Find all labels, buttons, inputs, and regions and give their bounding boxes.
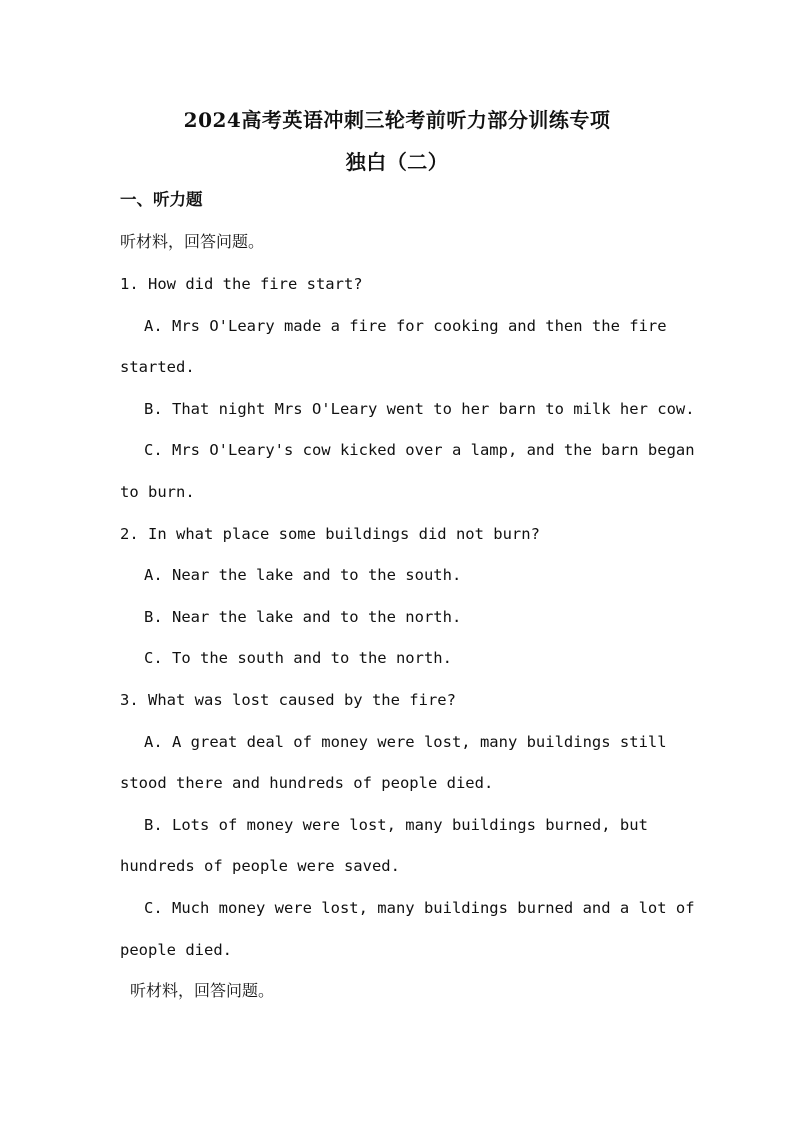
- question-2-option-c: C. To the south and to the north.: [144, 649, 452, 667]
- question-1-option-a: A. Mrs O'Leary made a fire for cooking and then the fire: [144, 317, 667, 335]
- question-3-option-c: C. Much money were lost, many buildings burned and a lot of: [144, 899, 695, 917]
- question-2: 2. In what place some buildings did not burn?: [120, 525, 540, 543]
- question-1-option-c-cont: to burn.: [120, 483, 195, 501]
- question-1: 1. How did the fire start?: [120, 275, 363, 293]
- question-3-option-a-cont: stood there and hundreds of people died.: [120, 774, 494, 792]
- question-1-option-b: B. That night Mrs O'Leary went to her barn to milk her cow.: [144, 400, 695, 418]
- question-3: 3. What was lost caused by the fire?: [120, 691, 456, 709]
- document-subtitle: 独白（二）: [345, 150, 449, 174]
- question-3-option-c-cont: people died.: [120, 941, 232, 959]
- question-3-option-b: B. Lots of money were lost, many buildings burned, but: [144, 816, 648, 834]
- instruction-text-2: 听材料，回答问题。: [130, 981, 275, 1000]
- question-2-option-a: A. Near the lake and to the south.: [144, 566, 462, 584]
- section-heading: 一、听力题: [120, 190, 203, 209]
- question-2-option-b: B. Near the lake and to the north.: [144, 608, 462, 626]
- question-1-option-c: C. Mrs O'Leary's cow kicked over a lamp, and the barn began: [144, 441, 695, 459]
- document-title: 2024高考英语冲刺三轮考前听力部分训练专项: [183, 108, 611, 132]
- instruction-text: 听材料，回答问题。: [120, 232, 265, 251]
- question-3-option-b-cont: hundreds of people were saved.: [120, 857, 400, 875]
- question-3-option-a: A. A great deal of money were lost, many buildings still: [144, 733, 667, 751]
- question-1-option-a-cont: started.: [120, 358, 195, 376]
